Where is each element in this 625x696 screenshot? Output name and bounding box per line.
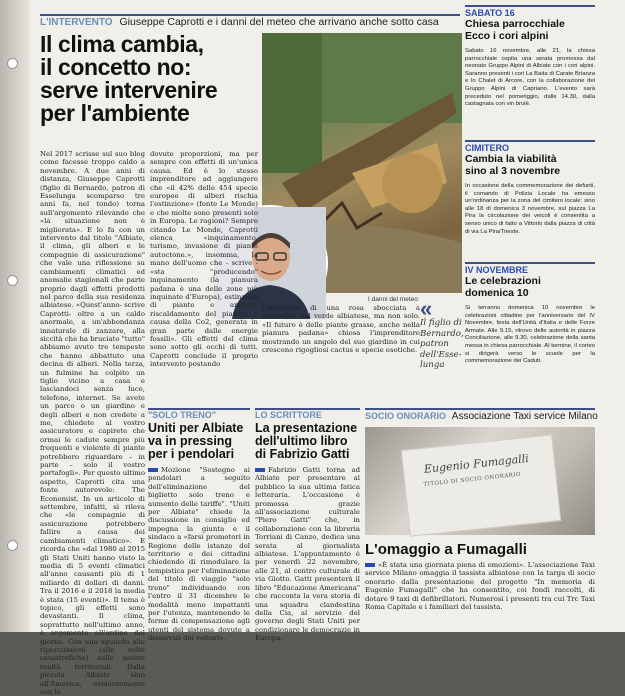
sidebar-text: Si terranno domenica 10 novembre le celebrazioni cittadine per l'anniversario del IV Novembre, festa dell'Unità d'Italia e delle Forze Armate. Alle 9.15, ritrovo delle autorità in piazza Conciliazione, alle 9.30, celebrazione della santa messa in chiesa parrocchiale. Al termine, il corteo si dirigerà verso le scuole per la commemorazione dei Caduti. bbox=[465, 305, 595, 365]
sidebar-title-line: Ecco i cori alpini bbox=[465, 30, 549, 42]
headline-line: per l'ambiente bbox=[40, 100, 190, 126]
sidebar-text: In occasione della commemorazione dei defunti, il comando di Polizia Locale ha emesso un'ordinanza per la zona del cimitero locale: sino alle 18 di domenica 3 novembre, sul piazza La Pira la circolazione dei veicoli è consentita a senso unico di fatto a Vittorio dalla piazza di città di via La Pira/Trieste. bbox=[465, 183, 595, 235]
pull-quote bbox=[420, 296, 468, 371]
sidebar-rule bbox=[465, 140, 595, 142]
scrittore-article bbox=[255, 410, 360, 643]
scrittore-title bbox=[255, 422, 360, 461]
quote-line: patron bbox=[420, 339, 449, 349]
photo-caption: I danni del meteo bbox=[368, 296, 418, 303]
sidebar-title-line: sino al 3 novembre bbox=[465, 165, 561, 177]
article-column: dovute proporzioni, ma per sempre con effetti di un'unica causa. Ed è lo stesso imprenditore ad aggiungere che «il 42% delle 454 specie europee di alberi rischia l'estinzione» (fonte Le Monde) e che molte sono presenti solo in Europa. Le ragioni? Sempre citando Le Monde, Caprotti elenca «inquinamento, turismo, invasione di piante autoctone.», insomma, la mano dell'uomo che - scrive - «sta "producendo" inquinamento (la pianura padana è una delle zone più inquinate d'Europa), estinzioni di piante e animali, riscaldamento del pianeta a causa della Co2, generata in gran parte dalle energie fossili». Gli effetti del clima sono sotto gli occhi di tutti. Caprotti conclude il proprio intervento postando bbox=[150, 150, 258, 369]
scrittore-title-line: dell'ultimo libro bbox=[255, 434, 348, 448]
article-kicker-line bbox=[40, 16, 470, 28]
socio-kicker-line bbox=[365, 411, 600, 422]
sidebar-news-novembre bbox=[465, 265, 595, 366]
sidebar-title bbox=[465, 18, 595, 42]
article-column: l'immagine di una rosa sbocciata a novembre nel verde albiatese, ma non solo. «Il futuro è delle piante grasse, anche nella pianura padana» chiosa l'imprenditore mostrando un angolo del suo giardino in cui crescono rigogliosi cactus e specie esotiche. bbox=[262, 304, 420, 355]
article-column: Nel 2017 scrisse sul suo blog come facesse troppo caldo a novembre. A due anni di distanza, Giuseppe Caprotti (figlio di Bernardo, patron di Esselunga scomparso tre anni fa, nel tondo) torna sull'argomento rilevando che «la situazione non è migliorata». E lo fa con un intervento dal titolo "Albiate, il clima, gli alberi e le compagnie di assicurazione" che vale una riflessione su cambiamenti climatici ed anomalie stagionali che parte proprio dagli effetti prodotti nel parco della sua residenza albiatese. «Quest'anno- scrive Caprotti- oltre a un caldo anormale, a un'abbondanza innaturale di zanzare, alla siccità che ha bruciato "tutto" abbiamo avuto tre tempeste che hanno abbattuto una decina di alberi. Nella terza, un fulmine ha colpito un tiglio vicino a casa e lasciandoci senza luce, telefono, internet. Se avete un parco o un giardino e degli alberi e non credete a me, chiedete al vostro assicuratore e capirete che ormai le cadute sempre più frequenti e violente di piante potrebbero riguardare – in parte – solo il vostro portafogli». Per questo ultimo aspetto, Caprotti cita una fonte autorevole: The Economist. In un articolo di settembre, infatti, si rileva che «le compagnie di assicurazione potrebbero fallire a causa dei cambiamenti climatico». E ricorda che «dal 1980 al 2015 gli Stati Uniti hanno visto la media di 5 eventi climatici all'anno causanti più di 1 miliardo di dollari di danni. Tra il 2016 e il 2018 la media è stata (15 eventi)». Il tema è topico, gli effetti sono devastanti. Il clima, soprattutto nell'ultimo anno, è argomento all'ordine del giorno. Con uno sguardo alle ripercussioni (alle volte catastrofiche) sulle nostre realtà territoriali. Dalla piccola Albiate sino all'America, evidentemente con le bbox=[40, 150, 145, 696]
treno-title bbox=[148, 422, 250, 461]
sidebar-kicker: CIMITERO bbox=[465, 143, 509, 153]
bullet-marker bbox=[365, 563, 375, 567]
sidebar-news-sabato bbox=[465, 8, 595, 109]
binder-hole bbox=[7, 58, 18, 69]
bullet-marker bbox=[148, 468, 158, 472]
headline-line: il concetto no: bbox=[40, 54, 192, 80]
quote-line: dell'Esse- bbox=[420, 349, 462, 360]
bullet-marker bbox=[255, 468, 265, 472]
certificate-photo bbox=[365, 427, 595, 535]
treno-body: Mozione "Sostegno ai pendolari a seguito dell'eliminazione del biglietto solo treno e aumento delle tariffe". "Uniti per Albiate" chiede la discussione in consiglio ed impegna la giunta e il sindaco a «farsi promotori in Regione delle istanze del territorio e dei cittadini chiedendo di rimodulare la tempistica per l'eliminazione del titolo di viaggio "solo treno" individuando con l'entro il 31 dicembre le modalità meno impattanti per l'utenza, mantenendo le forme di compensazione agli utenti del sistema dovute a disservizi dei vettori». bbox=[148, 466, 250, 643]
binder-hole bbox=[7, 540, 18, 551]
scrittore-kicker: LO SCRITTORE bbox=[255, 410, 322, 420]
headline-line: serve intervenire bbox=[40, 77, 218, 103]
sidebar-title-line: Cambia la viabilità bbox=[465, 153, 557, 165]
certificate-name: Eugenio Fumagalli bbox=[423, 451, 530, 476]
sidebar-kicker: SABATO 16 bbox=[465, 8, 515, 18]
scrittore-title-line: La presentazione bbox=[255, 421, 358, 435]
treno-title-line: Uniti per Albiate bbox=[148, 421, 244, 435]
scrittore-title-line: di Fabrizio Gatti bbox=[255, 447, 350, 461]
article-subtitle: Giuseppe Caprotti e i danni del meteo che arrivano anche sotto casa bbox=[119, 16, 439, 28]
scrittore-body: Fabrizio Gatti torna ad Albiate per presentare al pubblico la sua ultima fatica letteraria. L'occasione è promossa grazie all'associazione culturale "Piero Gatti" che, in collaborazione con la libreria Torriani di Canzo, dedica una serata al giornalista albiatese. L'appuntamento è per venerdì 22 novembre, alle 21, al centro culturale di via Giotto. Gatti presenterà il libro "Educazione Americana" che racconta la vera storia di una squadra clandestina della Cia, al servizio del governo degli Stati Uniti per condizionare le democrazie in Europa. bbox=[255, 466, 360, 643]
quote-line: lunga bbox=[420, 360, 445, 370]
sidebar-rule bbox=[465, 5, 595, 7]
certificate-line: TITOLO DI SOCIO ONORARIO bbox=[423, 471, 522, 488]
treno-kicker: "SOLO TRENO" bbox=[148, 410, 217, 420]
sidebar-title bbox=[465, 153, 595, 177]
sidebar-kicker: IV NOVEMBRE bbox=[465, 265, 529, 275]
socio-kicker: SOCIO ONORARIO bbox=[365, 411, 447, 421]
sidebar-text: Sabato 16 novembre, alle 21, la chiesa parrocchiale ospita una serata promossa dal neonato Gruppo Alpini di Albiate con i cori alpini. Saranno presenti i cori La Baita di Carate Brianza e lo Chalet di Arcore, con la collaborazione del Gruppo Alpini di Capriano. L'evento sarà preceduto nel pomeriggio, dalle 14.30, dalla castagnata con vin brulé. bbox=[465, 48, 595, 108]
sidebar-rule bbox=[465, 262, 595, 264]
treno-article bbox=[148, 410, 250, 643]
binder-hole bbox=[7, 275, 18, 286]
treno-title-line: per i pendolari bbox=[148, 447, 235, 461]
section-rule bbox=[365, 408, 595, 410]
pull-quote-text bbox=[420, 318, 468, 371]
page-binding-shadow bbox=[0, 0, 30, 632]
socio-title: L'omaggio a Fumagalli bbox=[365, 541, 527, 558]
sidebar-title-line: domenica 10 bbox=[465, 287, 529, 299]
certificate-plaque bbox=[401, 434, 561, 536]
quote-line: Il figlio di bbox=[420, 318, 462, 328]
sidebar-title bbox=[465, 275, 595, 299]
headline-line: Il clima cambia, bbox=[40, 31, 204, 57]
socio-text bbox=[365, 561, 595, 611]
sidebar-title-line: Le celebrazioni bbox=[465, 275, 541, 287]
socio-body: «È stata una giornata piena di emozioni». L'associazione Taxi service Milano omaggia il tassista albiatese con la targa di socio onorario dalla presentazione del progetto "In memoria di Eugenio Fumagalli" che ha consentito, coi fondi raccolti, di dotare 9 taxi di defibrillatori. Numerosi i presenti tra cui Trc Taxi Roma Capitale e i familiari del tassista. bbox=[365, 561, 595, 612]
article-kicker: L'INTERVENTO bbox=[40, 17, 113, 28]
treno-title-line: va in pressing bbox=[148, 434, 233, 448]
quote-line: Bernardo, bbox=[420, 328, 464, 339]
sidebar-title-line: Chiesa parrocchiale bbox=[465, 18, 565, 30]
scrittore-text bbox=[255, 466, 360, 643]
sidebar-news-cimitero bbox=[465, 143, 595, 236]
article-headline bbox=[40, 33, 265, 125]
treno-text bbox=[148, 466, 250, 643]
socio-org: Associazione Taxi service Milano bbox=[451, 411, 598, 422]
quote-mark-icon: « bbox=[420, 296, 433, 321]
